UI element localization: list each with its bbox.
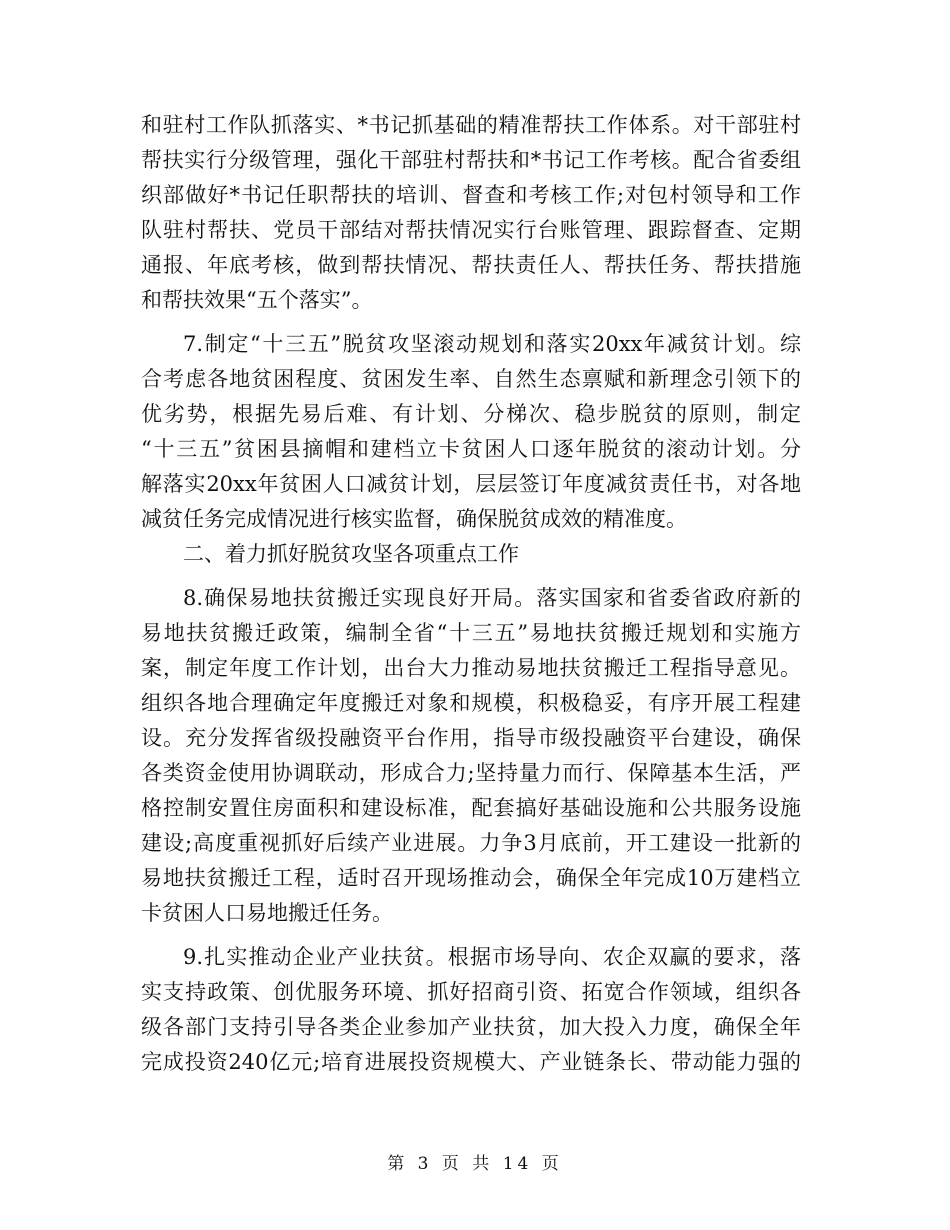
text-line: 易地扶贫搬迁政策，编制全省“十三五”易地扶贫搬迁规划和实施方 <box>141 621 801 645</box>
section-heading: 二、着力抓好脱贫攻坚各项重点工作 <box>183 542 519 566</box>
text-line: 队驻村帮扶、党员干部结对帮扶情况实行台账管理、跟踪督查、定期 <box>141 218 801 242</box>
text-line: 完成投资240亿元;培育进展投资规模大、产业链条长、带动能力强的 <box>141 1050 801 1074</box>
text-line: 格控制安置住房面积和建设标准，配套搞好基础设施和公共服务设施 <box>141 796 801 820</box>
text-line: 级各部门支持引导各类企业参加产业扶贫，加大投入力度，确保全年 <box>141 1015 801 1039</box>
text-line: 实支持政策、创优服务环境、抓好招商引资、拓宽合作领域，组织各 <box>141 980 801 1004</box>
paragraph-heading-8: 8.确保易地扶贫搬迁实现良好开局。落实国家和省委省政府新的 <box>183 586 801 610</box>
paragraph-heading-7: 7.制定“十三五”脱贫攻坚滚动规划和落实20xx年减贫计划。综 <box>183 332 801 356</box>
text-line: 各类资金使用协调联动，形成合力;坚持量力而行、保障基本生活，严 <box>141 761 801 785</box>
text-line: 和帮扶效果“五个落实”。 <box>141 288 373 312</box>
text-line: 和驻村工作队抓落实、*书记抓基础的精准帮扶工作体系。对干部驻村 <box>141 113 801 137</box>
text-line: 设。充分发挥省级投融资平台作用，指导市级投融资平台建设，确保 <box>141 726 801 750</box>
text-line: 易地扶贫搬迁工程，适时召开现场推动会，确保全年完成10万建档立 <box>141 866 801 890</box>
paragraph-heading-9: 9.扎实推动企业产业扶贫。根据市场导向、农企双赢的要求，落 <box>183 945 801 969</box>
text-line: 卡贫困人口易地搬迁任务。 <box>141 901 393 925</box>
text-line: 优劣势，根据先易后难、有计划、分梯次、稳步脱贫的原则，制定 <box>141 402 801 426</box>
text-line: 案，制定年度工作计划，出台大力推动易地扶贫搬迁工程指导意见。 <box>141 656 801 680</box>
text-line: 组织各地合理确定年度搬迁对象和规模，积极稳妥，有序开展工程建 <box>141 691 801 715</box>
text-line: 解落实20xx年贫困人口减贫计划，层层签订年度减贫责任书，对各地 <box>141 472 801 496</box>
document-body <box>141 108 801 1080</box>
text-line: 减贫任务完成情况进行核实监督，确保脱贫成效的精准度。 <box>141 507 687 531</box>
text-line: 织部做好*书记任职帮扶的培训、督查和考核工作;对包村领导和工作 <box>141 183 801 207</box>
text-line: 建设;高度重视抓好后续产业进展。力争3月底前，开工建设一批新的 <box>141 831 801 855</box>
text-line: “十三五”贫困县摘帽和建档立卡贫困人口逐年脱贫的滚动计划。分 <box>141 437 801 461</box>
page-number-footer: 第 3 页 共 14 页 <box>387 1154 563 1174</box>
text-line: 合考虑各地贫困程度、贫困发生率、自然生态禀赋和新理念引领下的 <box>141 367 801 391</box>
text-line: 帮扶实行分级管理，强化干部驻村帮扶和*书记工作考核。配合省委组 <box>141 148 801 172</box>
text-line: 通报、年底考核，做到帮扶情况、帮扶责任人、帮扶任务、帮扶措施 <box>141 253 801 277</box>
